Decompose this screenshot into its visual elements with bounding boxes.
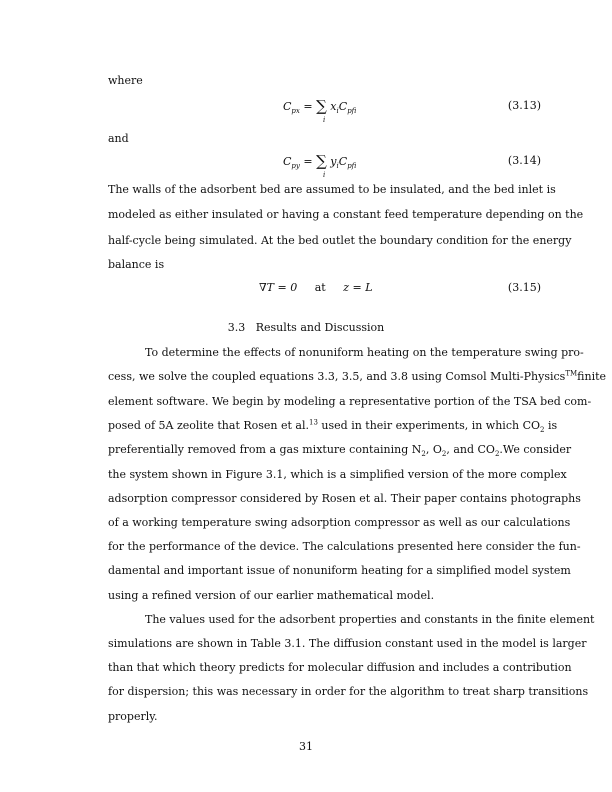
paragraph-line: element software. We begin by modeling a representative portion of the TSA bed com- [108,395,592,408]
paragraph-line: properly. [108,710,158,723]
sum-index: i [323,171,326,179]
equation-3-15: ∇T = 0 at z = L [259,281,373,294]
paragraph-line: cess, we solve the coupled equations 3.3, 3.5, and 3.8 using Comsol Multi-Physics™finite [108,369,607,383]
paragraph-line: balance is [108,258,165,271]
paragraph-line: modeled as either insulated or having a constant feed temperature depending on the [108,208,584,221]
equation-number: (3.13) [507,99,541,112]
paragraph-line: than that which theory predicts for molecular diffusion and includes a contribution [108,661,572,674]
paragraph-line: To determine the effects of nonuniform heating on the temperature swing pro- [145,346,584,359]
paragraph-line: adsorption compressor considered by Rosen et al. Their paper contains photographs [108,492,581,505]
paragraph-line: preferentially removed from a gas mixture containing $N_2$, $O_2$, and $CO_2.We$ consider [108,443,572,459]
paragraph-line: the system shown in Figure 3.1, which is a simplified version of the more complex [108,468,567,481]
paragraph-line: posed of 5A zeolite that Rosen et al.$^{13}$ used in their experiments, in which $CO_2$ is [108,418,558,435]
word-where: where [108,74,143,87]
paragraph-line: for the performance of the device. The calculations presented here consider the fun- [108,540,581,553]
paragraph-line: The walls of the adsorbent bed are assumed to be insulated, and the bed inlet is [108,183,556,196]
equation-3-14: $C_{py}$ = ∑ $y_iC_{pfi}$ [283,152,357,171]
paragraph-line: damental and important issue of nonuniform heating for a simplified model system [108,564,571,577]
paragraph-line: for dispersion; this was necessary in order for the algorithm to treat sharp transitions [108,685,589,698]
section-heading: 3.3 Results and Discussion [227,321,385,334]
paragraph-line: simulations are shown in Table 3.1. The diffusion constant used in the model is larger [108,637,587,650]
paragraph-line: half-cycle being simulated. At the bed outlet the boundary condition for the energy [108,234,572,247]
paragraph-line: The values used for the adsorbent properties and constants in the finite element [145,613,595,626]
page-number: 31 [299,740,313,753]
equation-number: (3.15) [507,281,541,294]
equation-number: (3.14) [507,154,541,167]
word-and: and [108,132,129,145]
paragraph-line: using a refined version of our earlier mathematical model. [108,589,435,602]
equation-3-13: $C_{px}$ = ∑ $x_iC_{pfi}$ [283,97,357,116]
paragraph-line: of a working temperature swing adsorption compressor as well as our calculations [108,516,571,529]
sum-index: i [323,116,326,124]
